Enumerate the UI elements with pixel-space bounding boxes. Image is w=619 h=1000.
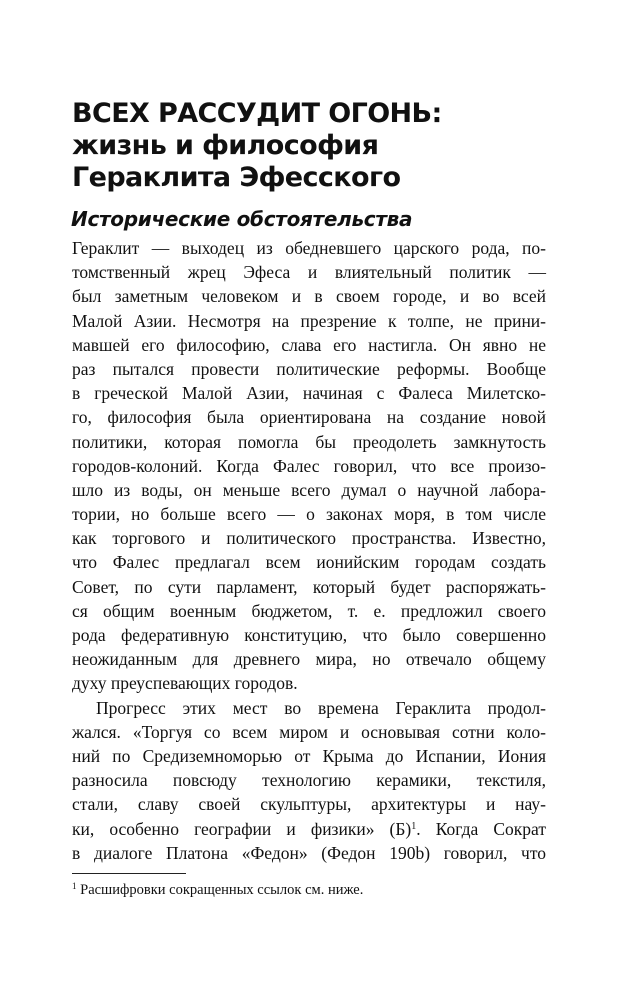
text-line: в диалоге Платона «Федон» (Федон 190b) говорил, что (72, 842, 546, 863)
text-line: неожиданным для древнего мира, но отвечало общему (72, 649, 546, 670)
text-line: Малой Азии. Несмотря на презрение к толпе, не прини- (72, 310, 546, 331)
text-line: ся общим военным бюджетом, т. е. предложил своего (72, 600, 546, 621)
text-fragment: . Когда Сократ (416, 818, 547, 839)
footnote-marker: 1 (72, 881, 77, 891)
text-line: мавшей его философию, слава его настигла. Он явно не (72, 334, 546, 355)
footnote (72, 880, 363, 900)
text-line: го, философия была ориентирована на создание новой (72, 407, 546, 428)
footnote-text: Расшифровки сокращенных ссылок см. ниже. (80, 882, 364, 898)
footnote-divider (72, 873, 186, 874)
text-line: раз пытался провести политические реформы. Вообще (72, 358, 546, 379)
footnote-reference[interactable]: 1 (411, 820, 417, 832)
text-line: рода федеративную конституцию, что было совершенно (72, 625, 546, 645)
body-text (72, 236, 546, 865)
text-line: городов-колоний. Когда Фалес говорил, что все произо- (72, 455, 546, 476)
text-line: Прогресс этих мест во времена Гераклита продол- (96, 697, 546, 718)
text-line-with-footnote-ref (72, 817, 546, 841)
text-line: ний по Средиземноморью от Крыма до Испании, Иония (72, 745, 546, 766)
text-fragment: ки, особенно географии и физики» (Б) (72, 818, 412, 839)
text-line: стали, славу своей скульптуры, архитектуры и нау- (72, 794, 546, 815)
text-line: политики, которая помогла бы преодолеть замкнутость (72, 431, 546, 452)
text-line: разносила повсюду технологию керамики, текстиля, (72, 770, 546, 791)
text-line: что Фалес предлагал всем ионийским городам создать (72, 552, 546, 573)
text-line: как торгового и политического пространства. Известно, (72, 528, 546, 549)
section-title: Исторические обстоятельства (71, 207, 413, 231)
text-line: Гераклит — выходец из обедневшего царского рода, по- (72, 238, 546, 258)
chapter-title-line: ВСЕХ РАССУДИТ ОГОНЬ: (72, 98, 442, 129)
text-line: жался. «Торгуя со всем миром и основывая сотни коло- (72, 721, 546, 742)
text-line: Совет, по сути парламент, который будет распоряжать- (72, 576, 546, 597)
text-line: был заметным человеком и в своем городе, и во всей (72, 286, 546, 307)
text-line: томственный жрец Эфеса и влиятельный политик — (72, 262, 546, 283)
text-line: духу преуспевающих городов. (72, 673, 298, 694)
chapter-title-line: Гераклита Эфесского (72, 162, 401, 193)
chapter-title (72, 98, 552, 194)
chapter-title-line: жизнь и философия (72, 130, 379, 161)
text-line: шло из воды, он меньше всего думал о научной лабора- (72, 479, 546, 500)
text-line: в греческой Малой Азии, начиная с Фалеса Милетско- (72, 383, 546, 404)
text-line: тории, но больше всего — о законах моря, в том числе (72, 504, 546, 525)
